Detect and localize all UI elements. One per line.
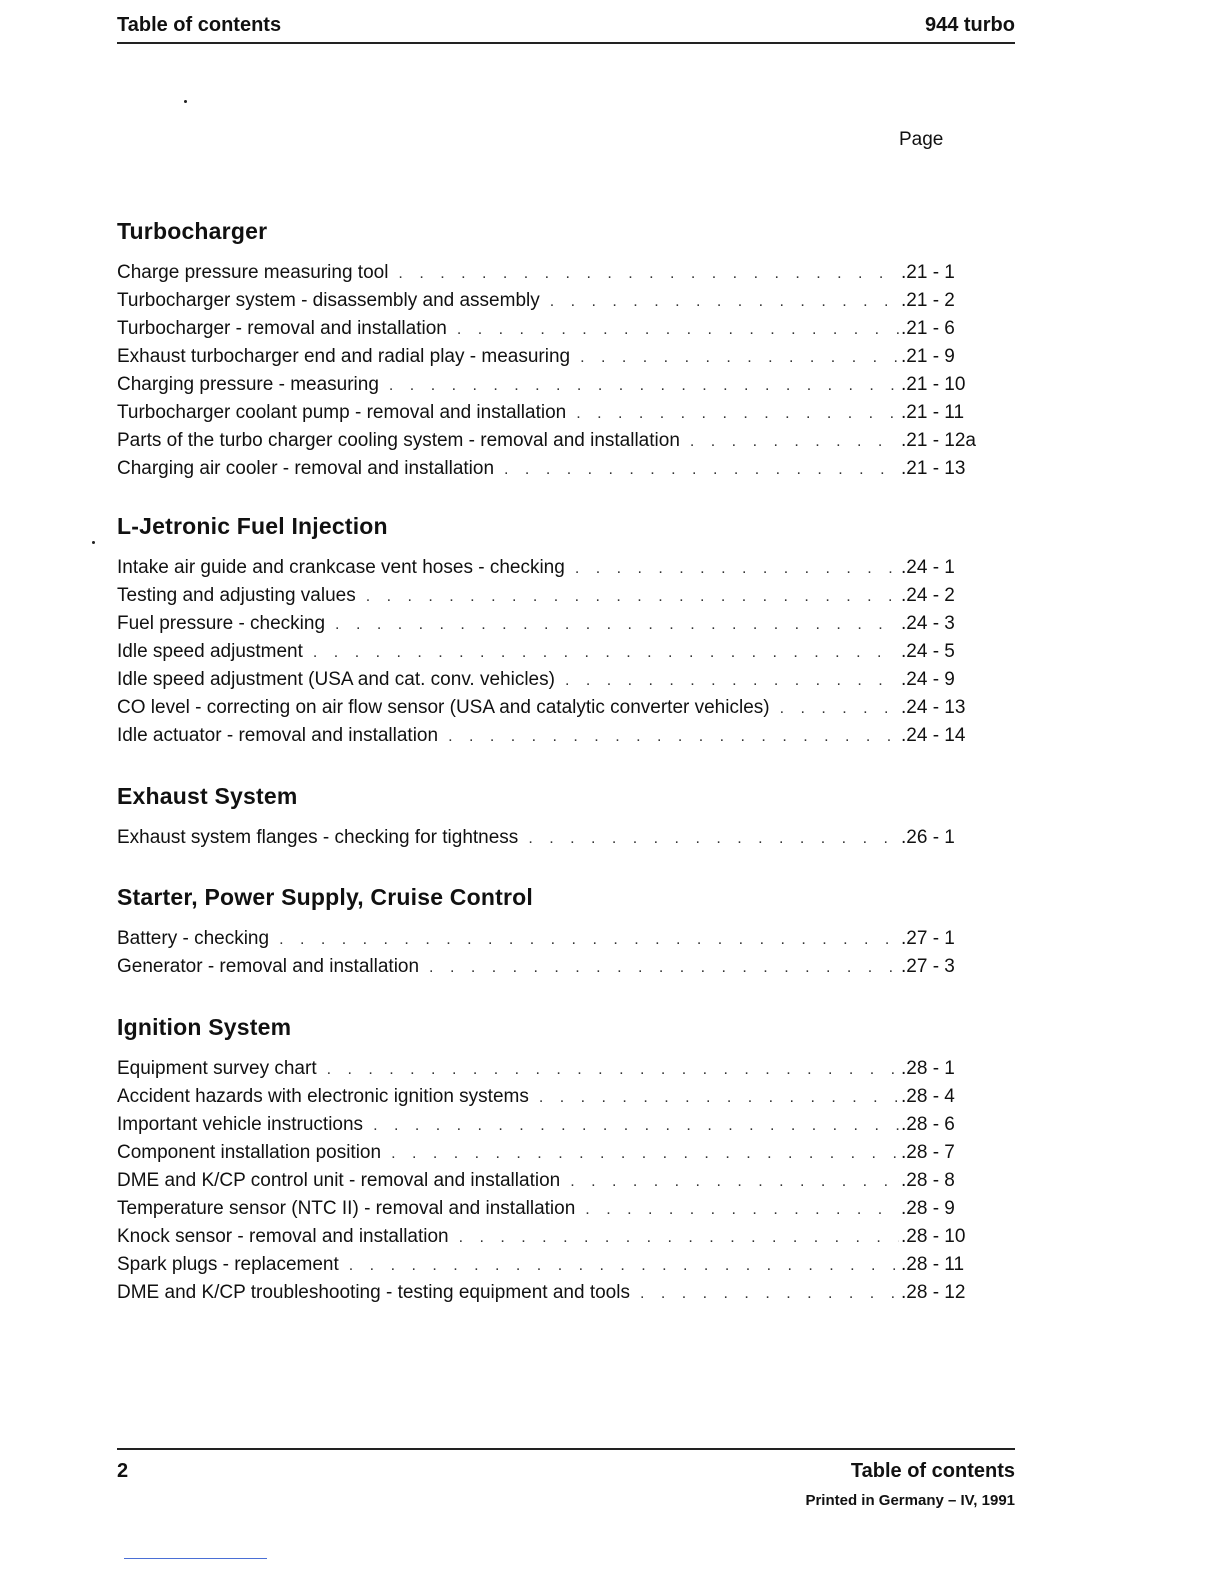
toc-entry-page: .24 - 13: [901, 697, 966, 718]
toc-entry[interactable]: [117, 371, 977, 399]
footer-title: Table of contents: [850, 1460, 1015, 1482]
dot-leader: [349, 1252, 899, 1280]
toc-entry-label: Battery - checking: [117, 928, 270, 949]
toc-entry-page: .24 - 9: [901, 669, 955, 690]
toc-section: [117, 1014, 977, 1307]
page-column-label: Page: [899, 129, 944, 150]
header-title: Table of contents: [117, 14, 282, 36]
toc-entry-label: Turbocharger coolant pump - removal and installation: [117, 402, 567, 423]
dot-leader: [448, 723, 899, 751]
toc-entry[interactable]: [117, 1083, 977, 1111]
toc-entry-page: .21 - 11: [901, 402, 965, 423]
footer-printed-note: Printed in Germany – IV, 1991: [805, 1492, 1015, 1509]
toc-entry[interactable]: [117, 427, 977, 455]
dot-leader: [585, 1196, 899, 1224]
dot-leader: [640, 1280, 899, 1308]
toc-entry-page: .24 - 5: [901, 641, 955, 662]
toc-entry-label: Accident hazards with electronic ignition systems: [117, 1086, 529, 1107]
toc-entry[interactable]: [117, 455, 977, 483]
toc-entry-label: Testing and adjusting values: [117, 585, 356, 606]
toc-entry-page: .28 - 1: [901, 1058, 955, 1079]
toc-entry-label: Temperature sensor (NTC II) - removal and installation: [117, 1198, 576, 1219]
toc-entry-page: .28 - 12: [901, 1282, 966, 1303]
toc-entry[interactable]: [117, 1223, 977, 1251]
toc-entry-label: Important vehicle instructions: [117, 1114, 364, 1135]
toc-entry-label: Idle actuator - removal and installation: [117, 725, 439, 746]
toc-entry-page: .24 - 1: [901, 557, 955, 578]
toc-section: [117, 513, 977, 750]
dot-leader: [391, 1140, 899, 1168]
toc-entry-page: .28 - 9: [901, 1198, 955, 1219]
dot-leader: [576, 400, 899, 428]
dot-leader: [570, 1168, 899, 1196]
stray-mark: [184, 100, 187, 103]
toc-entry-label: Knock sensor - removal and installation: [117, 1226, 449, 1247]
toc-entry[interactable]: [117, 666, 977, 694]
dot-leader: [459, 1224, 899, 1252]
dot-leader: [327, 1056, 899, 1084]
dot-leader: [690, 428, 899, 456]
toc-entry-label: Intake air guide and crankcase vent hoses - checking: [117, 557, 565, 578]
dot-leader: [335, 611, 899, 639]
toc-entry-page: .24 - 3: [901, 613, 955, 634]
toc-entry-page: .21 - 12a: [901, 430, 976, 451]
toc-entry-page: .28 - 4: [901, 1086, 955, 1107]
toc-entry-label: CO level - correcting on air flow sensor (USA and catalytic converter vehicles): [117, 697, 770, 718]
toc-entry[interactable]: [117, 399, 977, 427]
toc-entry-label: Component installation position: [117, 1142, 382, 1163]
toc-entry-page: .21 - 10: [901, 374, 966, 395]
toc-entry-label: Idle speed adjustment (USA and cat. conv. vehicles): [117, 669, 555, 690]
page-footer: [117, 1448, 1015, 1509]
toc-entry[interactable]: [117, 610, 977, 638]
toc-entry-label: Equipment survey chart: [117, 1058, 317, 1079]
toc-entry-label: Fuel pressure - checking: [117, 613, 326, 634]
dot-leader: [528, 825, 899, 853]
toc-entry-label: Generator - removal and installation: [117, 956, 420, 977]
toc-entry-label: Parts of the turbo charger cooling system - removal and installation: [117, 430, 680, 451]
toc-entry[interactable]: [117, 638, 977, 666]
toc-entry[interactable]: [117, 343, 977, 371]
toc-entry[interactable]: [117, 925, 977, 953]
toc-entry-label: Charging pressure - measuring: [117, 374, 379, 395]
header-model: 944 turbo: [924, 14, 1015, 36]
toc-section: [117, 218, 977, 483]
toc-entry-label: Exhaust turbocharger end and radial play - measuring: [117, 346, 571, 367]
toc-entry-label: Turbocharger system - disassembly and assembly: [117, 290, 540, 311]
toc-entry[interactable]: [117, 259, 977, 287]
toc-entry-page: .21 - 9: [901, 346, 955, 367]
toc-entry-page: .26 - 1: [901, 827, 955, 848]
dot-leader: [539, 1084, 899, 1112]
toc-entry[interactable]: [117, 554, 977, 582]
toc-section: [117, 884, 977, 981]
dot-leader: [504, 456, 899, 484]
bottom-rule: [124, 1558, 267, 1559]
dot-leader: [429, 954, 899, 982]
dot-leader: [279, 926, 899, 954]
dot-leader: [550, 288, 899, 316]
dot-leader: [398, 260, 899, 288]
toc-entry-page: .21 - 2: [901, 290, 955, 311]
toc-entry-page: .28 - 6: [901, 1114, 955, 1135]
toc-entry-page: .21 - 1: [901, 262, 955, 283]
toc-entry-label: Idle speed adjustment: [117, 641, 303, 662]
stray-mark: [92, 541, 95, 544]
toc-entry[interactable]: [117, 1195, 977, 1223]
toc-entry[interactable]: [117, 1139, 977, 1167]
dot-leader: [580, 344, 899, 372]
toc-entry-label: Turbocharger - removal and installation: [117, 318, 447, 339]
section-title: L-Jetronic Fuel Injection: [117, 513, 388, 539]
toc-entry-page: .21 - 6: [901, 318, 955, 339]
dot-leader: [780, 695, 899, 723]
toc-entry-page: .24 - 2: [901, 585, 955, 606]
toc-entry[interactable]: [117, 1279, 977, 1307]
dot-leader: [565, 667, 899, 695]
toc-entry-page: .28 - 11: [901, 1254, 965, 1275]
toc-entry[interactable]: [117, 824, 977, 852]
toc-entry[interactable]: [117, 315, 977, 343]
dot-leader: [457, 316, 899, 344]
section-title: Turbocharger: [117, 218, 268, 244]
toc-entry[interactable]: [117, 694, 977, 722]
page-header: [117, 12, 1015, 44]
toc-entry-label: DME and K/CP troubleshooting - testing equipment and tools: [117, 1282, 630, 1303]
toc-entry-page: .21 - 13: [901, 458, 966, 479]
toc-entry-label: Charge pressure measuring tool: [117, 262, 389, 283]
toc-entry-page: .28 - 7: [901, 1142, 955, 1163]
toc-entry-label: DME and K/CP control unit - removal and installation: [117, 1170, 561, 1191]
toc-entry-label: Spark plugs - replacement: [117, 1254, 339, 1275]
dot-leader: [389, 372, 899, 400]
dot-leader: [373, 1112, 899, 1140]
dot-leader: [575, 555, 899, 583]
section-title: Starter, Power Supply, Cruise Control: [117, 884, 533, 910]
toc-entry[interactable]: [117, 1251, 977, 1279]
toc-entry[interactable]: [117, 1167, 977, 1195]
dot-leader: [313, 639, 899, 667]
toc-entry-page: .27 - 1: [901, 928, 955, 949]
toc-entry[interactable]: [117, 1055, 977, 1083]
footer-page-number: 2: [117, 1460, 129, 1482]
toc-entry-page: .28 - 10: [901, 1226, 966, 1247]
toc-entry[interactable]: [117, 722, 977, 750]
toc-section: [117, 783, 977, 852]
toc-entry[interactable]: [117, 953, 977, 981]
toc-entry-page: .28 - 8: [901, 1170, 955, 1191]
section-title: Ignition System: [117, 1014, 292, 1040]
toc-entry-label: Charging air cooler - removal and installation: [117, 458, 495, 479]
toc-entry[interactable]: [117, 287, 977, 315]
dot-leader: [366, 583, 899, 611]
toc-entry[interactable]: [117, 582, 977, 610]
toc-entry-page: .24 - 14: [901, 725, 966, 746]
toc-entry[interactable]: [117, 1111, 977, 1139]
toc-entry-label: Exhaust system flanges - checking for tightness: [117, 827, 519, 848]
toc-entry-page: .27 - 3: [901, 956, 955, 977]
section-title: Exhaust System: [117, 783, 298, 809]
